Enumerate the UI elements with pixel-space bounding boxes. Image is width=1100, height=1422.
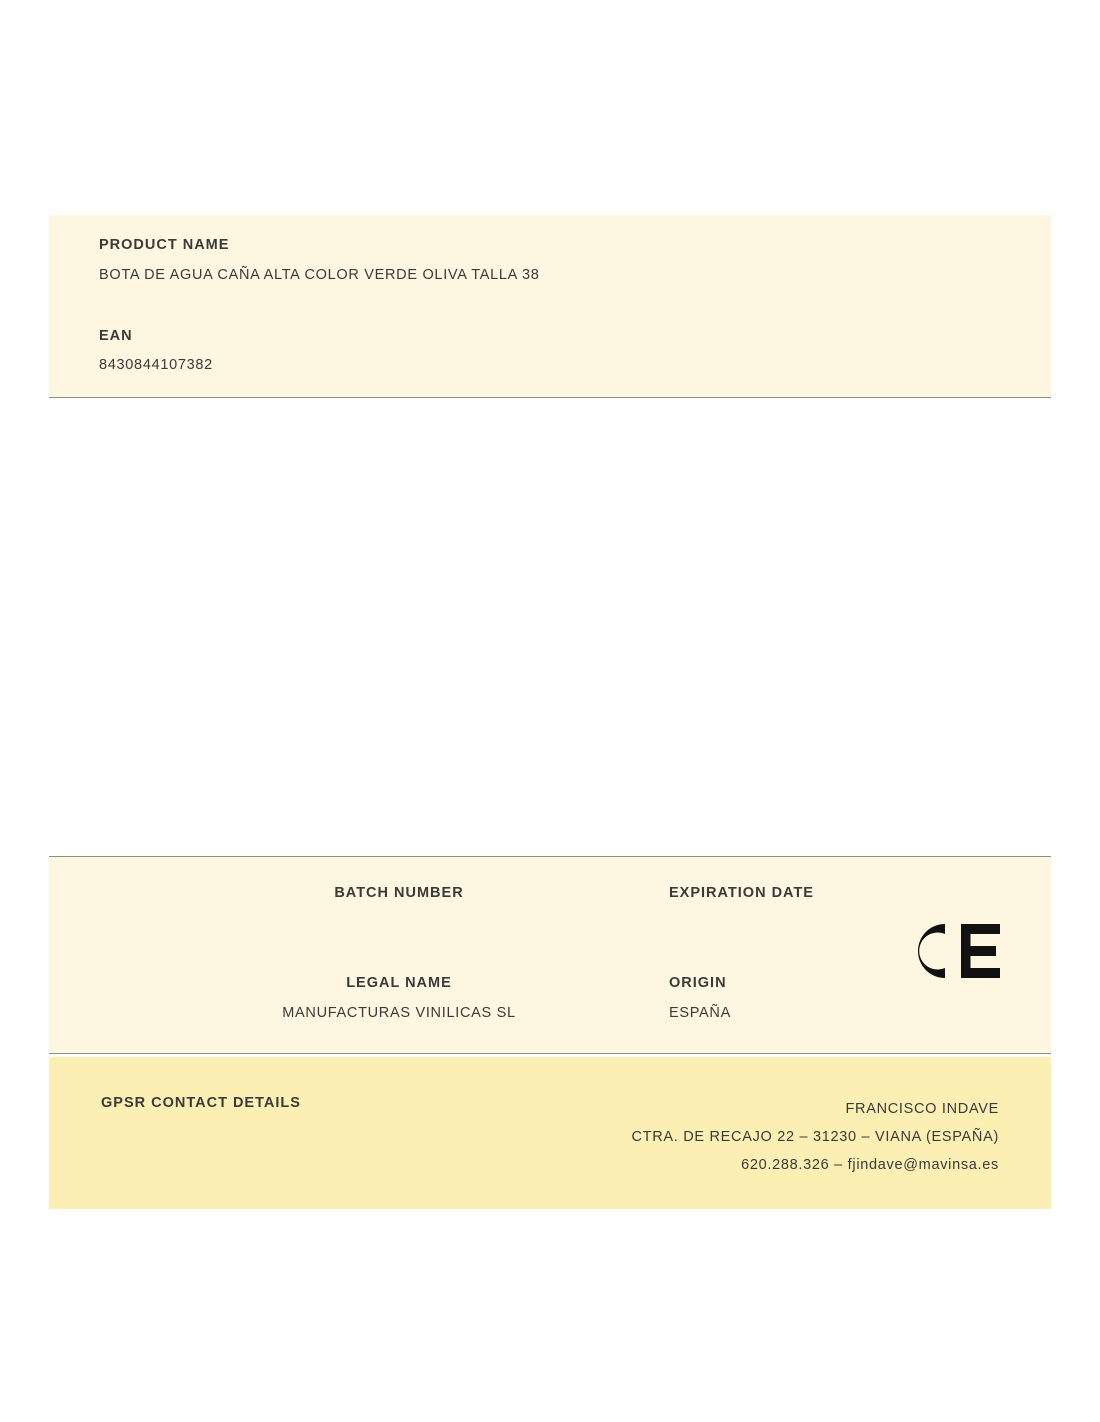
- product-info-section: [49, 215, 1051, 398]
- ean-value: 8430844107382: [99, 357, 213, 373]
- product-name-value: BOTA DE AGUA CAÑA ALTA COLOR VERDE OLIVA TALLA 38: [99, 267, 540, 283]
- product-name-label: PRODUCT NAME: [99, 237, 230, 253]
- gpsr-contact-section: [49, 1057, 1051, 1209]
- legal-name-value: MANUFACTURAS VINILICAS SL: [282, 1005, 516, 1021]
- origin-value: ESPAÑA: [669, 1005, 731, 1021]
- origin-label: ORIGIN: [669, 975, 727, 991]
- expiration-date-label: EXPIRATION DATE: [669, 885, 814, 901]
- legal-name-label: LEGAL NAME: [346, 975, 452, 991]
- gpsr-contact-label: GPSR CONTACT DETAILS: [101, 1095, 301, 1111]
- gpsr-contact-line: 620.288.326 – fjindave@mavinsa.es: [741, 1157, 999, 1173]
- gpsr-contact-line: FRANCISCO INDAVE: [845, 1101, 999, 1117]
- ean-label: EAN: [99, 328, 133, 344]
- batch-number-label: BATCH NUMBER: [334, 885, 464, 901]
- gpsr-contact-details: [632, 1095, 1000, 1179]
- gpsr-contact-line: CTRA. DE RECAJO 22 – 31230 – VIANA (ESPAÑA): [631, 1129, 999, 1145]
- manufacturer-info-section: [49, 856, 1051, 1054]
- ce-marking-icon: [904, 919, 1004, 983]
